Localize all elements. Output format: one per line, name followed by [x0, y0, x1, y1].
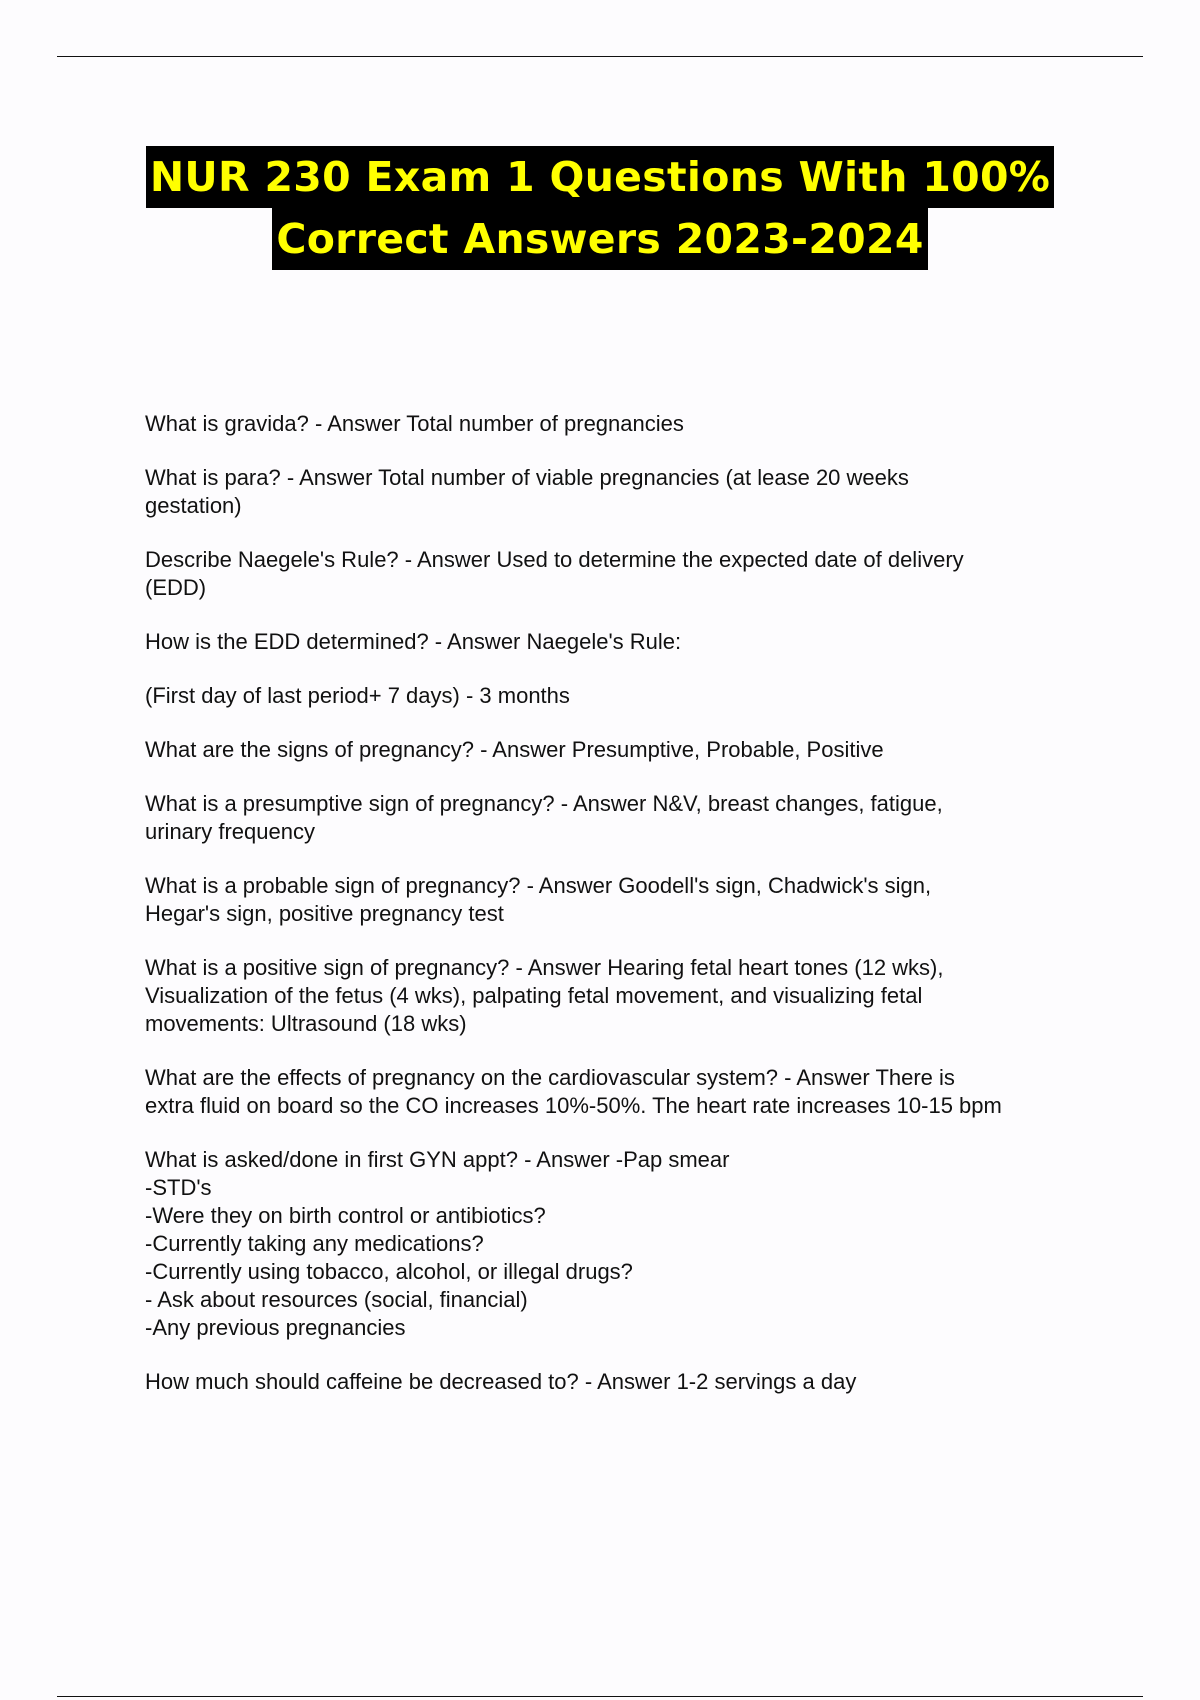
- header-rule: [57, 56, 1143, 57]
- qa-entry: [145, 790, 1105, 846]
- qa-text-line: How is the EDD determined? - Answer Naegele's Rule:: [145, 629, 682, 654]
- qa-text-line: What are the signs of pregnancy? - Answer Presumptive, Probable, Positive: [145, 737, 884, 762]
- document-title: [0, 146, 1200, 270]
- qa-entry: [145, 954, 1105, 1038]
- title-line: Correct Answers 2023-2024: [272, 208, 927, 270]
- qa-text-line: -Currently taking any medications?: [145, 1231, 484, 1256]
- qa-text-line: What is para? - Answer Total number of viable pregnancies (at lease 20 weeks: [145, 465, 909, 490]
- qa-text-line: - Ask about resources (social, financial): [145, 1287, 528, 1312]
- qa-text-line: extra fluid on board so the CO increases 10%-50%. The heart rate increases 10-15 bpm: [145, 1093, 1002, 1118]
- qa-text-line: Describe Naegele's Rule? - Answer Used to determine the expected date of delivery: [145, 547, 964, 572]
- qa-entry: [145, 736, 1105, 764]
- footer-rule: [57, 1696, 1143, 1697]
- qa-entry: [145, 872, 1105, 928]
- question-answer-list: [145, 410, 1105, 1422]
- qa-entry: [145, 410, 1105, 438]
- qa-text-line: -Were they on birth control or antibiotics?: [145, 1203, 546, 1228]
- qa-text-line: Hegar's sign, positive pregnancy test: [145, 901, 504, 926]
- qa-text-line: (First day of last period+ 7 days) - 3 months: [145, 683, 570, 708]
- title-line: NUR 230 Exam 1 Questions With 100%: [146, 146, 1054, 208]
- qa-entry: [145, 1146, 1105, 1342]
- qa-entry: [145, 464, 1105, 520]
- qa-text-line: What are the effects of pregnancy on the cardiovascular system? - Answer There is: [145, 1065, 955, 1090]
- qa-text-line: -Currently using tobacco, alcohol, or illegal drugs?: [145, 1259, 633, 1284]
- qa-text-line: Visualization of the fetus (4 wks), palpating fetal movement, and visualizing fetal: [145, 983, 923, 1008]
- qa-text-line: urinary frequency: [145, 819, 315, 844]
- qa-entry: [145, 1368, 1105, 1396]
- qa-text-line: -Any previous pregnancies: [145, 1315, 406, 1340]
- qa-entry: [145, 1064, 1105, 1120]
- qa-text-line: movements: Ultrasound (18 wks): [145, 1011, 467, 1036]
- qa-text-line: gestation): [145, 493, 242, 518]
- qa-text-line: What is a positive sign of pregnancy? - Answer Hearing fetal heart tones (12 wks),: [145, 955, 944, 980]
- qa-entry: [145, 628, 1105, 656]
- qa-entry: [145, 682, 1105, 710]
- qa-text-line: -STD's: [145, 1175, 212, 1200]
- qa-text-line: What is asked/done in first GYN appt? - Answer -Pap smear: [145, 1147, 730, 1172]
- qa-entry: [145, 546, 1105, 602]
- qa-text-line: What is gravida? - Answer Total number of pregnancies: [145, 411, 684, 436]
- qa-text-line: What is a probable sign of pregnancy? - Answer Goodell's sign, Chadwick's sign,: [145, 873, 932, 898]
- qa-text-line: (EDD): [145, 575, 207, 600]
- qa-text-line: What is a presumptive sign of pregnancy? - Answer N&V, breast changes, fatigue,: [145, 791, 943, 816]
- qa-text-line: How much should caffeine be decreased to? - Answer 1-2 servings a day: [145, 1369, 857, 1394]
